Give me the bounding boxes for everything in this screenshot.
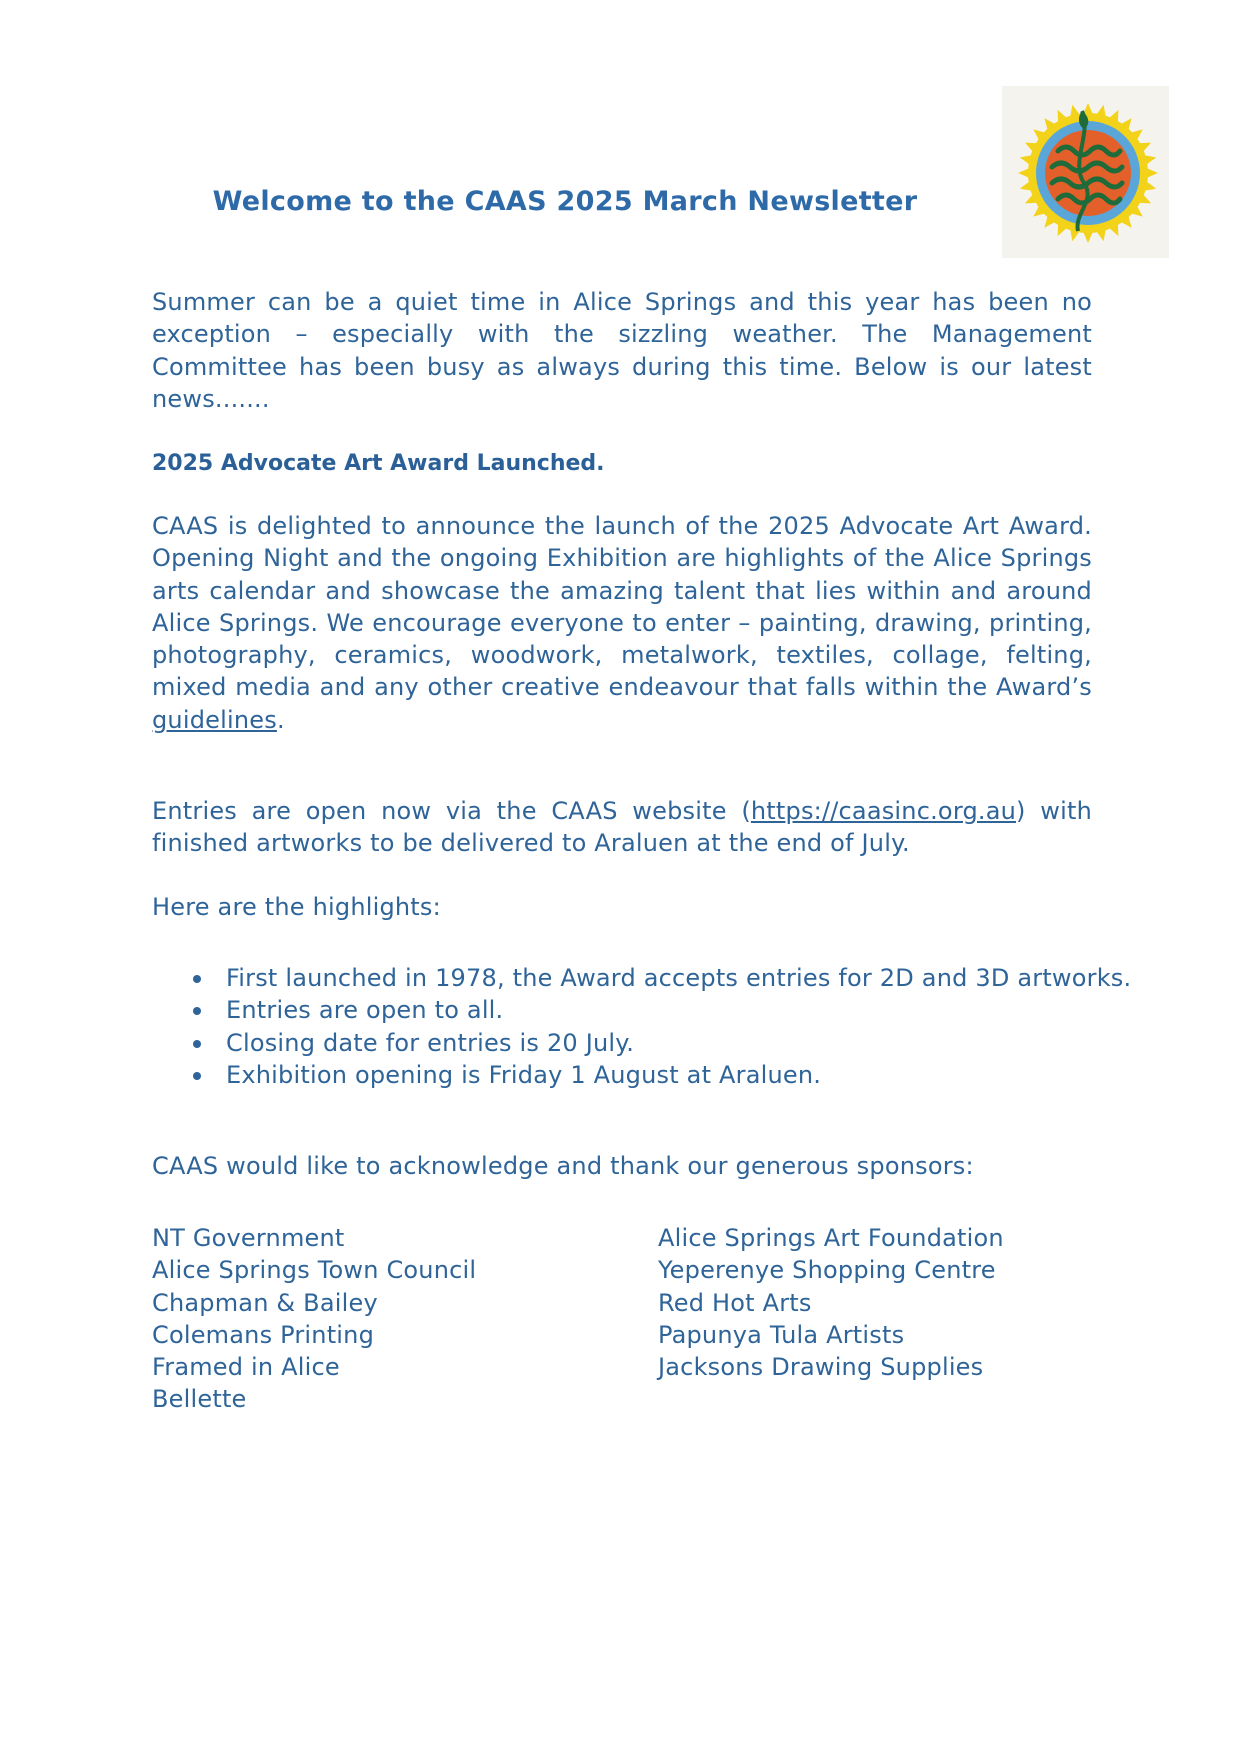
highlights-intro: Here are the highlights:	[152, 893, 441, 921]
intro-paragraph: Summer can be a quiet time in Alice Springs and this year has been no exception – especially with the sizzling weather. The Management Committee has been busy as always during this time. Below is our latest news.......	[152, 288, 1092, 413]
sponsor-name: Alice Springs Town Council	[152, 1256, 477, 1285]
entries-text-after: ) with finished artworks to be delivered to Araluen at the end of July.	[152, 797, 1092, 858]
guidelines-link[interactable]: guidelines	[152, 705, 277, 734]
sponsor-name: Jacksons Drawing Supplies	[658, 1353, 984, 1382]
sponsors-right-column	[658, 1222, 1178, 1383]
sponsor-name: Red Hot Arts	[658, 1288, 812, 1317]
highlight-item: Exhibition opening is Friday 1 August at Araluen.	[226, 1059, 1166, 1091]
sponsor-name: Framed in Alice	[152, 1353, 340, 1382]
sponsor-name: NT Government	[152, 1224, 345, 1252]
award-paragraph	[152, 510, 1092, 736]
highlight-item: Entries are open to all.	[226, 994, 1166, 1026]
sun-ray	[1018, 168, 1030, 178]
highlight-item: Closing date for entries is 20 July.	[226, 1027, 1166, 1059]
sponsor-name: Yeperenye Shopping Centre	[658, 1256, 996, 1285]
sponsor-name: Chapman & Bailey	[152, 1288, 378, 1317]
entries-text-before: Entries are open now via the CAAS website (	[152, 797, 751, 825]
sponsor-name: Bellette	[152, 1385, 247, 1414]
newsletter-title: Welcome to the CAAS 2025 March Newsletter	[212, 186, 918, 217]
sun-ray	[1083, 231, 1093, 243]
caas-logo-svg	[1002, 86, 1169, 258]
award-paragraph-end: .	[276, 705, 285, 734]
highlights-list	[152, 962, 1166, 1091]
sun-ray	[1146, 168, 1158, 178]
section-heading: 2025 Advocate Art Award Launched.	[152, 451, 605, 476]
entries-paragraph	[152, 795, 1092, 860]
website-link[interactable]: https://caasinc.org.au	[750, 797, 1017, 825]
award-paragraph-text: CAAS is delighted to announce the launch of the 2025 Advocate Art Award. Opening Night and the ongoing Exhibition are highlights of the Alice Springs arts calendar and showcase the amazing talent that lies within and around Alice Springs. We encourage everyone to enter – painting, drawing, printing, photography, ceramics, woodwork, metalwork, textiles, collage, felting, mixed media and any other creative endeavour that falls within the Award’s	[152, 512, 1092, 702]
sponsor-name: Papunya Tula Artists	[658, 1320, 905, 1349]
sponsor-name: Colemans Printing	[152, 1320, 375, 1349]
sponsors-intro: CAAS would like to acknowledge and thank our generous sponsors:	[152, 1152, 974, 1180]
sponsors-left-column	[152, 1222, 672, 1416]
highlight-item: First launched in 1978, the Award accepts entries for 2D and 3D artworks.	[226, 962, 1166, 994]
caas-logo-icon	[1002, 86, 1169, 258]
sponsor-name: Alice Springs Art Foundation	[658, 1224, 1004, 1252]
